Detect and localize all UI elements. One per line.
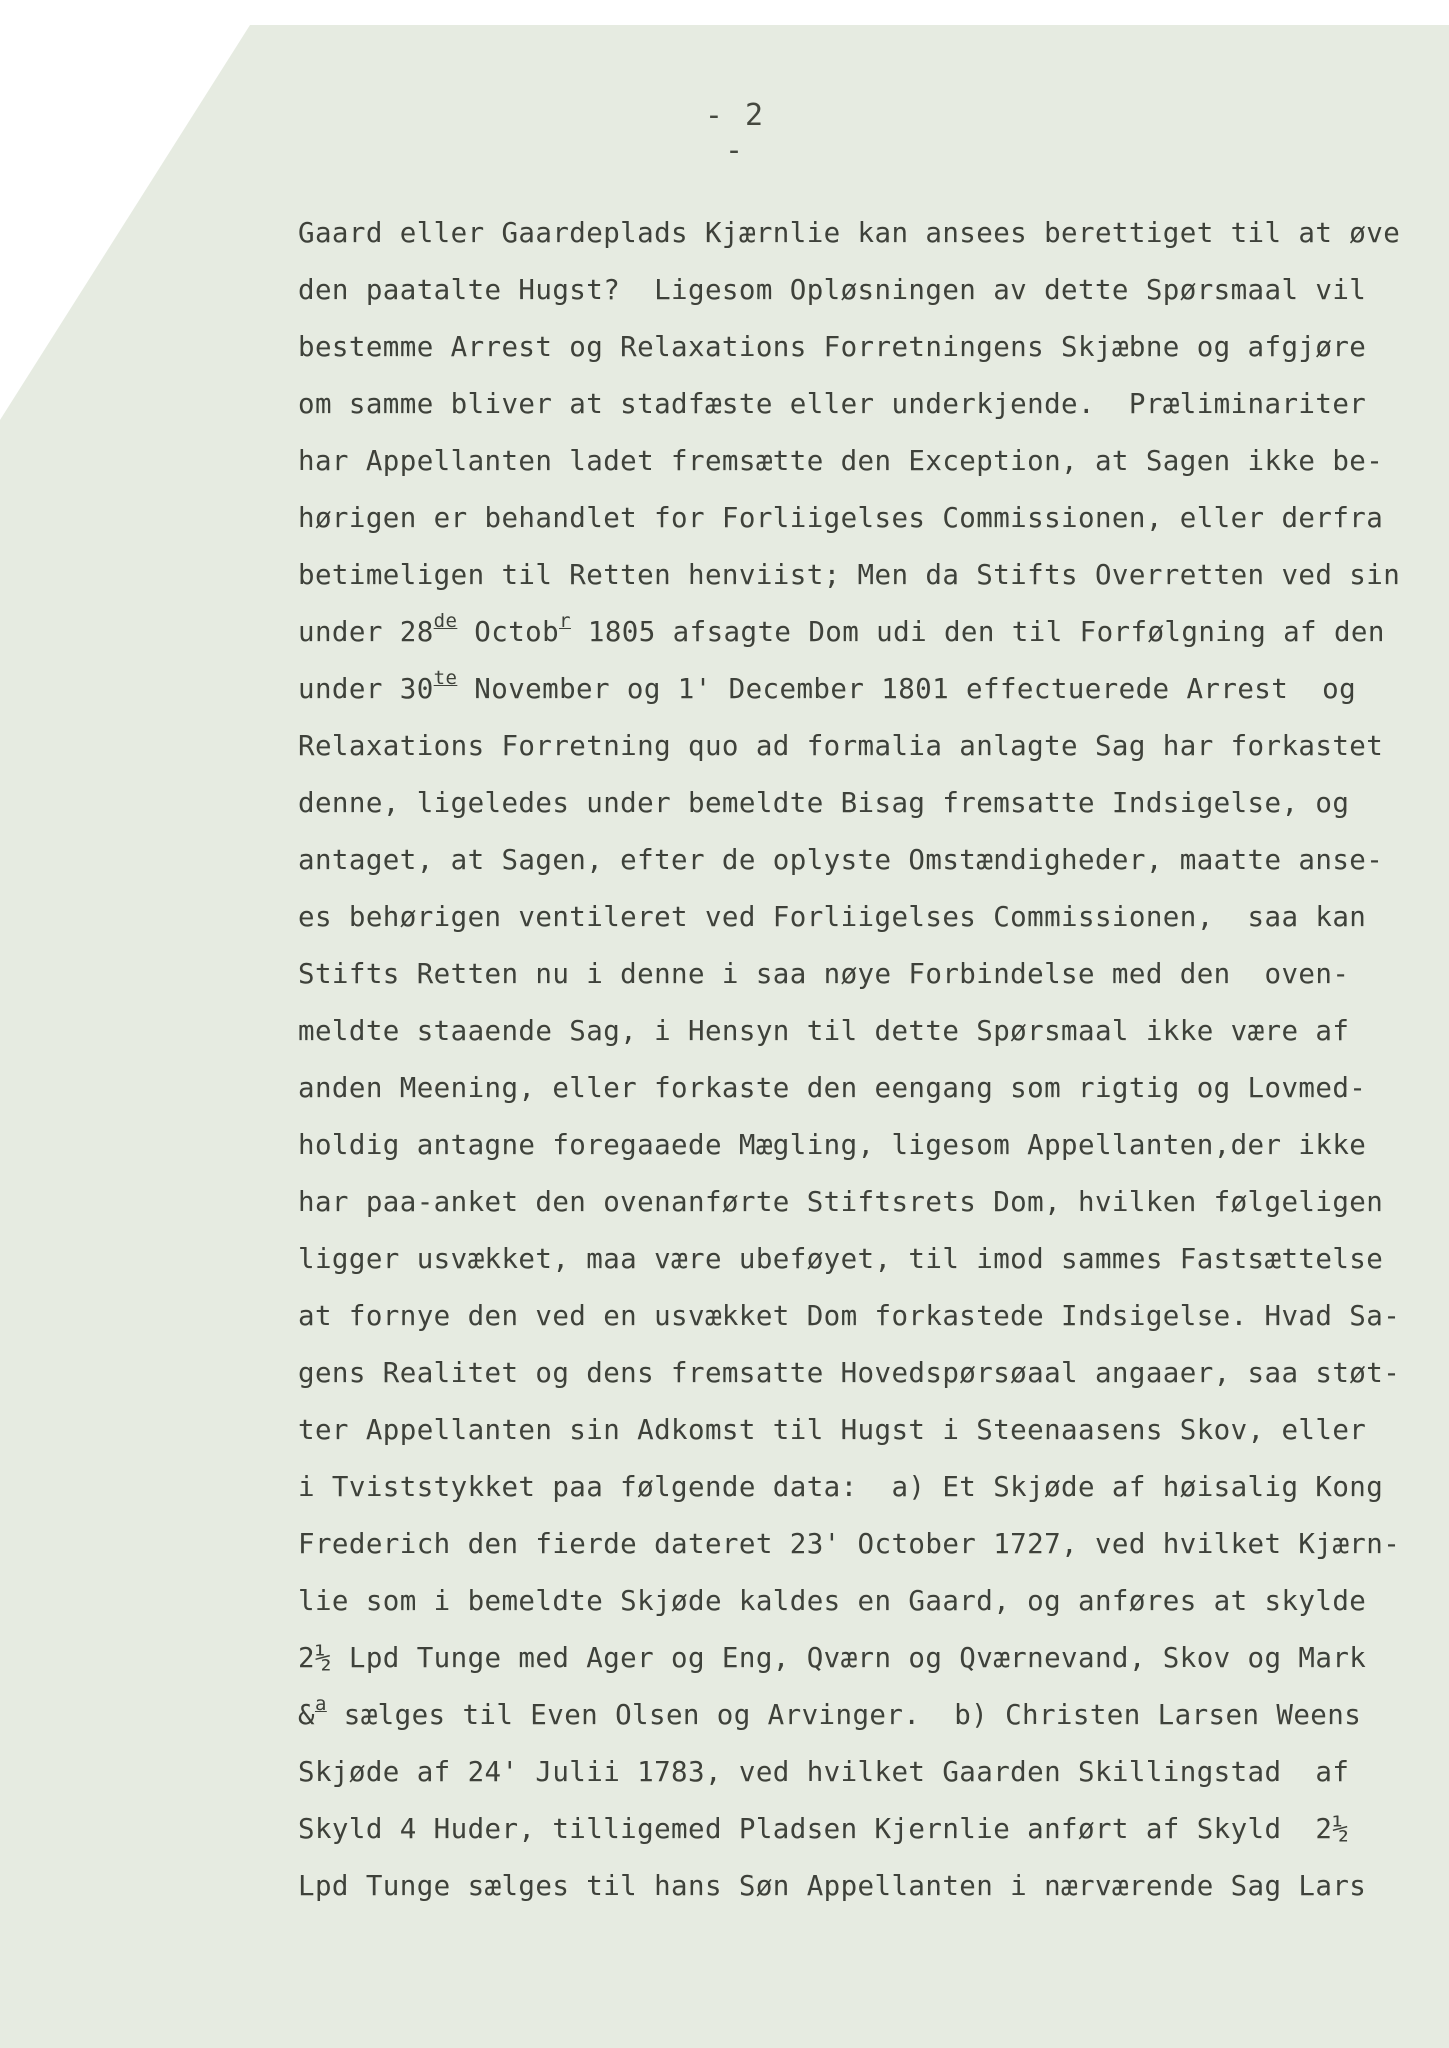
text-segment: under 28 [298,616,434,648]
text-segment: sælges til Even Olsen og Arvinger. b) Christen Larsen Weens [326,1699,1362,1731]
text-segment: antaget, at Sagen, efter de oplyste Omstændigheder, maatte anse- [298,844,1384,876]
text-segment: gens Realitet og dens fremsatte Hovedspørsøaal angaaer, saa støt- [298,1357,1401,1389]
text-line [298,1687,1418,1744]
text-line [298,205,1418,262]
text-line [298,1744,1418,1801]
body-text [298,205,1418,1915]
text-segment: 2½ Lpd Tunge med Ager og Eng, Qværn og Qværnevand, Skov og Mark [298,1642,1367,1674]
text-segment: lie som i bemeldte Skjøde kaldes en Gaard, og anføres at skylde [298,1585,1367,1617]
text-segment: har paa-anket den ovenanførte Stiftsrets Dom, hvilken følgeligen [298,1186,1384,1218]
text-line [298,832,1418,889]
text-segment: & [298,1699,315,1731]
text-line [298,1003,1418,1060]
text-segment: Octob [457,616,560,648]
text-line [298,1630,1418,1687]
text-segment: bestemme Arrest og Relaxations Forretningens Skjæbne og afgjøre [298,331,1367,363]
text-segment: meldte staaende Sag, i Hensyn til dette Spørsmaal ikke være af [298,1015,1350,1047]
superscript: r [559,609,571,632]
text-segment: den paatalte Hugst? Ligesom Opløsningen av dette Spørsmaal vil [298,274,1367,306]
text-segment: Skyld 4 Huder, tilligemed Pladsen Kjernlie anført af Skyld 2½ [298,1813,1350,1845]
text-line [298,889,1418,946]
superscript: de [433,609,458,632]
page-number: - 2 - [704,98,766,168]
text-segment: hørigen er behandlet for Forliigelses Commissionen, eller derfra [298,502,1384,534]
text-line [298,1174,1418,1231]
text-line [298,319,1418,376]
text-segment: i Tviststykket paa følgende data: a) Et Skjøde af høisalig Kong [298,1471,1384,1503]
text-line [298,1459,1418,1516]
text-line [298,433,1418,490]
text-segment: Relaxations Forretning quo ad formalia anlagte Sag har forkastet [298,730,1384,762]
text-line [298,262,1418,319]
text-line [298,1801,1418,1858]
text-segment: ter Appellanten sin Adkomst til Hugst i Steenaasens Skov, eller [298,1414,1367,1446]
text-segment: Stifts Retten nu i denne i saa nøye Forbindelse med den oven- [298,958,1350,990]
text-segment: om samme bliver at stadfæste eller underkjende. Præliminariter [298,388,1367,420]
text-line [298,376,1418,433]
text-segment: denne, ligeledes under bemeldte Bisag fremsatte Indsigelse, og [298,787,1350,819]
superscript: te [433,666,458,689]
text-line [298,1345,1418,1402]
text-line [298,718,1418,775]
text-segment: November og 1' December 1801 effectuerede Arrest og [457,673,1357,705]
text-segment: Frederich den fierde dateret 23' October 1727, ved hvilket Kjærn- [298,1528,1401,1560]
text-line [298,1516,1418,1573]
text-line [298,775,1418,832]
text-segment: at fornye den ved en usvækket Dom forkastede Indsigelse. Hvad Sa- [298,1300,1401,1332]
text-segment: under 30 [298,673,434,705]
text-segment: betimeligen til Retten henviist; Men da Stifts Overretten ved sin [298,559,1401,591]
text-segment: ligger usvækket, maa være ubeføyet, til imod sammes Fastsættelse [298,1243,1384,1275]
text-segment: Skjøde af 24' Julii 1783, ved hvilket Gaarden Skillingstad af [298,1756,1350,1788]
text-segment: Lpd Tunge sælges til hans Søn Appellanten i nærværende Sag Lars [298,1870,1367,1902]
text-line [298,946,1418,1003]
superscript: a [314,1692,327,1715]
text-line [298,1288,1418,1345]
text-line [298,661,1418,718]
text-line [298,547,1418,604]
text-line [298,1117,1418,1174]
text-line [298,490,1418,547]
text-segment: es behørigen ventileret ved Forliigelses Commissionen, saa kan [298,901,1367,933]
text-segment: Gaard eller Gaardeplads Kjærnlie kan ansees berettiget til at øve [298,217,1401,249]
text-segment: holdig antagne foregaaede Mægling, ligesom Appellanten,der ikke [298,1129,1367,1161]
text-line [298,1060,1418,1117]
text-line [298,1231,1418,1288]
text-segment: anden Meening, eller forkaste den eengang som rigtig og Lovmed- [298,1072,1367,1104]
text-segment: har Appellanten ladet fremsætte den Exception, at Sagen ikke be- [298,445,1384,477]
text-line [298,1858,1418,1915]
text-line [298,1573,1418,1630]
text-line [298,604,1418,661]
text-segment: 1805 afsagte Dom udi den til Forfølgning af den [570,616,1385,648]
text-line [298,1402,1418,1459]
